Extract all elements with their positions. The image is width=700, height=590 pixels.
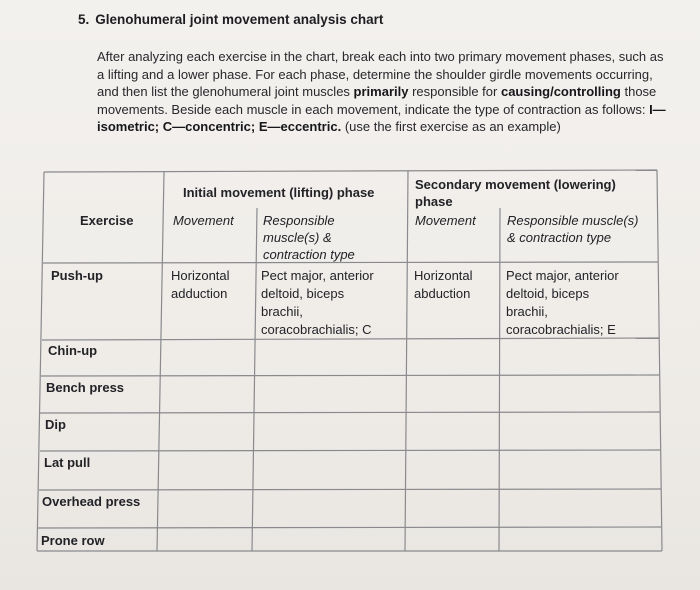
intro-part-1: After analyzing each exercise in the chart, break each into two primary movement phases, such as a lifting and a lower phase. For each phase, determine the shoulder girdle movements occurring, and then list the glenohumeral joint muscles bbox=[97, 49, 664, 99]
initial-movement-header: Movement bbox=[173, 213, 234, 228]
initial-muscle-header-line2: muscle(s) & bbox=[263, 230, 332, 245]
exercise-column-header: Exercise bbox=[80, 213, 134, 228]
row-label-lat-pull: Lat pull bbox=[44, 455, 91, 470]
secondary-phase-header-line1: Secondary movement (lowering) bbox=[415, 177, 616, 192]
row-label-chin-up: Chin-up bbox=[48, 343, 98, 358]
initial-muscle-header-line3: contraction type bbox=[263, 247, 355, 262]
pushup-secondary-movement-line2: abduction bbox=[414, 286, 471, 301]
pushup-secondary-muscles-line2: deltoid, biceps bbox=[506, 286, 590, 301]
pushup-secondary-muscles-line1: Pect major, anterior bbox=[506, 268, 619, 283]
pushup-initial-muscles-line3: brachii, bbox=[261, 304, 303, 319]
pushup-initial-muscles-line1: Pect major, anterior bbox=[261, 268, 374, 283]
row-divider-5 bbox=[39, 489, 661, 490]
pushup-secondary-movement-line1: Horizontal bbox=[414, 268, 473, 283]
intro-part-4: (use the first exercise as an example) bbox=[341, 119, 561, 134]
col-divider-1 bbox=[157, 172, 164, 551]
table-top-border bbox=[44, 170, 657, 172]
row-divider-6 bbox=[38, 527, 661, 528]
intro-contraction-codes: I—isometric; C—concentric; E—eccentric. bbox=[97, 101, 666, 134]
intro-part-3: those movements. Beside each muscle in each movement, indicate the type of contraction as follows: bbox=[97, 84, 657, 117]
pushup-secondary-muscles-line4: coracobrachialis; E bbox=[506, 322, 616, 337]
col-divider-2 bbox=[252, 208, 257, 551]
pushup-initial-movement-line2: adduction bbox=[171, 286, 228, 301]
secondary-muscle-header-line1: Responsible muscle(s) bbox=[507, 213, 639, 228]
intro-part-2: responsible for bbox=[408, 84, 501, 99]
pushup-initial-movement-line1: Horizontal bbox=[171, 268, 230, 283]
secondary-phase-header-line2: phase bbox=[415, 194, 453, 209]
col-divider-4 bbox=[499, 208, 500, 551]
heading-title: Glenohumeral joint movement analysis chart bbox=[95, 12, 384, 27]
row-divider-4 bbox=[40, 450, 660, 451]
row-label-overhead-press: Overhead press bbox=[42, 494, 141, 509]
intro-causing: causing/controlling bbox=[500, 84, 621, 99]
row-label-push-up: Push-up bbox=[51, 268, 103, 283]
pushup-initial-muscles-line2: deltoid, biceps bbox=[261, 286, 345, 301]
pushup-initial-muscles-line4: coracobrachialis; C bbox=[261, 322, 372, 337]
initial-phase-header: Initial movement (lifting) phase bbox=[183, 185, 375, 200]
secondary-muscle-header-line2: & contraction type bbox=[507, 230, 612, 245]
intro-primarily: primarily bbox=[353, 84, 409, 99]
heading-number: 5. bbox=[78, 12, 90, 27]
secondary-movement-header: Movement bbox=[415, 213, 476, 228]
row-label-bench-press: Bench press bbox=[46, 380, 125, 395]
row-divider-2 bbox=[41, 375, 659, 376]
row-label-dip: Dip bbox=[45, 417, 66, 432]
table-right-border bbox=[657, 170, 662, 551]
col-divider-3 bbox=[405, 171, 408, 551]
row-label-prone-row: Prone row bbox=[41, 533, 105, 548]
pushup-secondary-muscles-line3: brachii, bbox=[506, 304, 548, 319]
row-divider-3 bbox=[40, 412, 660, 413]
initial-muscle-header-line1: Responsible bbox=[263, 213, 335, 228]
